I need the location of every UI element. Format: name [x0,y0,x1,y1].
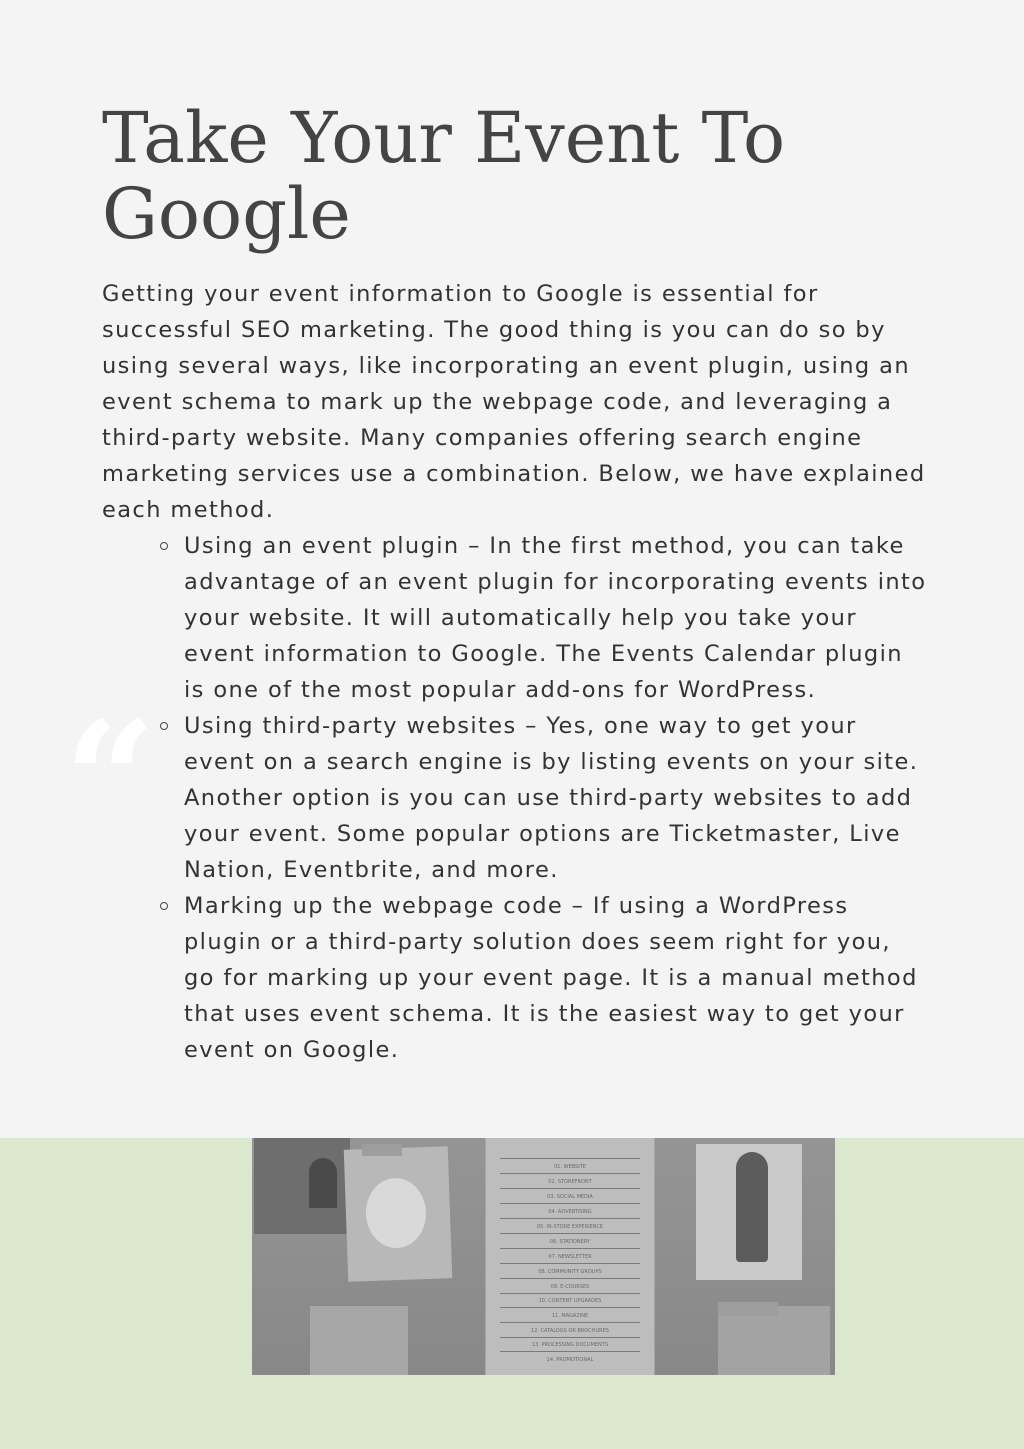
photo-list-line: 07. NEWSLETTER [548,1254,592,1260]
photo-list-line: 13. PROCESSING DOCUMENTS [531,1342,609,1348]
quote-mark-icon: “ [64,686,157,874]
photo-tape [718,1302,778,1316]
photo-fan-print [310,1306,408,1375]
photo-list-line: 06. STATIONERY [550,1239,590,1245]
photo-list-line: 10. CONTENT UPGRADES [538,1298,602,1304]
photo-list-line: 05. IN-STORE EXPERIENCE [536,1224,604,1230]
photo-list-line: 14. PROMOTIONAL [546,1357,594,1363]
list-item-event-plugin [184,528,929,708]
photo-rule-line [500,1218,640,1219]
circle-bullet-icon [160,902,168,910]
list-item-text: Marking up the webpage code – If using a WordPress plugin or a third-party solution does seem right for you, go for marking up your event page. It is a manual method that uses event schema. It is the easiest way to get your event on Google. [184,893,918,1063]
photo-rule-line [500,1293,640,1294]
photo-rule-line [500,1278,640,1279]
photo-rule-line [500,1158,640,1159]
circle-bullet-icon [160,542,168,550]
photo-list-line: 12. CATALOGS OR BROCHURES [531,1328,609,1334]
list-item-text: Using an event plugin – In the first method, you can take advantage of an event plugin for incorporating events into your website. It will automatically help you take your event information to Google. The Events Calendar plugin is one of the most popular add-ons for WordPress. [184,533,927,703]
photo-list-line: 01. WEBSITE [554,1164,586,1170]
photo-woman-print [696,1144,802,1280]
photo-tape [362,1144,402,1156]
photo-rule-line [500,1173,640,1174]
intro-paragraph: Getting your event information to Google is essential for successful SEO marketing. The good thing is you can do so by using several ways, like incorporating an event plugin, using an event schema to mark up the webpage code, and leveraging a third-party website. Many companies offering search engine marketing services use a combination. Below, we have explained each method. [102,281,926,523]
list-item-text: Using third-party websites – Yes, one way to get your event on a search engine is by listing events on your site. Another option is you can use third-party websites to add your event. Some popular options are Ticketmaster, Live Nation, Eventbrite, and more. [184,713,919,883]
photo-rule-line [500,1233,640,1234]
list-item-third-party [184,708,929,888]
photo-rule-line [500,1263,640,1264]
photo-rule-line [500,1203,640,1204]
photo-list-line: 09. E-COURSES [550,1284,590,1290]
photo-list-line: 03. SOCIAL MEDIA [547,1194,593,1200]
page-title: Take Your Event To Google [102,97,786,255]
photo-arch-print [254,1138,350,1234]
photo-list-line: 04. ADVERTISING [548,1209,592,1215]
method-list [184,528,929,1068]
photo-rule-line [500,1351,640,1352]
photo-rule-line [500,1322,640,1323]
list-item-markup [184,888,929,1068]
photo-list-line: 11. MAGAZINE [551,1313,589,1319]
photo-list-line: 02. STOREFRONT [548,1179,592,1185]
photo-list-sheet [485,1138,655,1375]
photo-rule-line [500,1307,640,1308]
circle-bullet-icon [160,722,168,730]
moodboard-photo [252,1138,835,1375]
photo-face-print [344,1146,453,1282]
photo-rule-line [500,1248,640,1249]
photo-glass-print [718,1306,830,1375]
photo-rule-line [500,1337,640,1338]
photo-rule-line [500,1188,640,1189]
photo-list-line: 08. COMMUNITY GROUPS [538,1269,602,1275]
